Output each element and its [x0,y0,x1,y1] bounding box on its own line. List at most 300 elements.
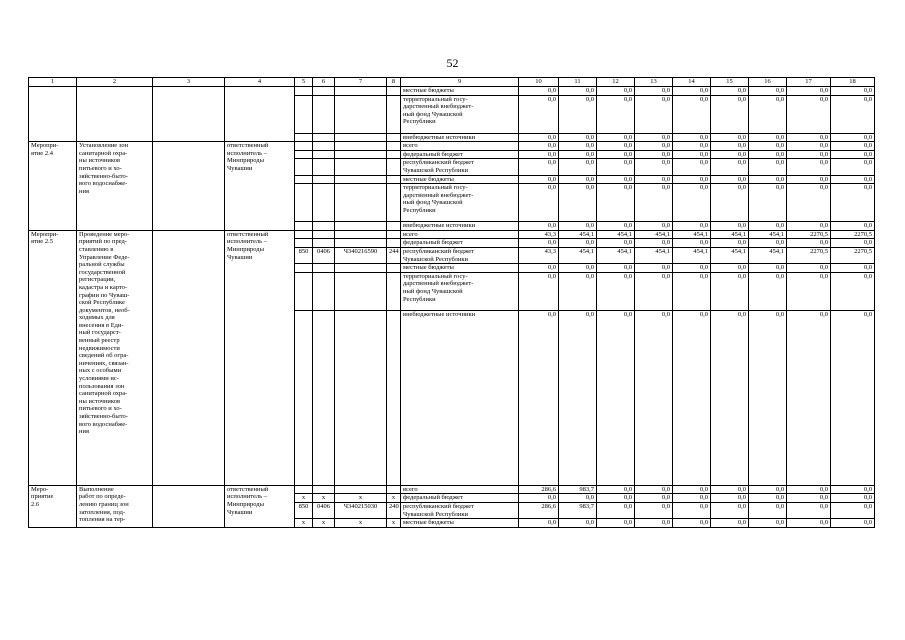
table-cell: 0,0 [559,133,597,142]
measure-label: Меро- приятие 2.6 [29,485,77,527]
table-cell: 0,0 [635,502,673,518]
header-cell: 5 [295,78,313,87]
table-cell: 0,0 [787,485,831,494]
source-cell: республиканский бюджет Чувашской Республики [401,502,519,518]
table-cell: 0,0 [635,310,673,485]
table-cell: 0,0 [597,133,635,142]
table-cell: 0,0 [831,142,875,151]
table-cell: 0,0 [749,87,787,96]
code-cell: 850 [295,247,313,263]
table-cell: 0,0 [635,175,673,184]
code-cell [335,485,387,494]
source-cell: территориальный госу- дарственный внебюджет- ный фонд Чувашской Республики [401,272,519,310]
header-cell: 13 [635,78,673,87]
table-cell: 0,0 [673,239,711,248]
table-cell: 0,0 [635,87,673,96]
code-cell: x [313,494,335,503]
code-cell: 850 [295,502,313,518]
table-cell: 983,7 [559,485,597,494]
code-cell [335,222,387,231]
table-cell: 0,0 [597,485,635,494]
code-cell [295,272,313,310]
table-cell: 0,0 [597,95,635,133]
table-cell: 0,0 [711,502,749,518]
code-cell [335,184,387,222]
table-cell: 0,0 [787,133,831,142]
table-cell: 0,0 [673,87,711,96]
table-cell: 0,0 [635,519,673,528]
code-cell: 0406 [313,247,335,263]
source-cell: внебюджетные источники [401,310,519,485]
table-cell: 0,0 [711,150,749,159]
code-cell [313,159,335,175]
table-cell: 0,0 [787,150,831,159]
code-cell [387,264,401,273]
code-cell [313,142,335,151]
table-cell: 0,0 [673,222,711,231]
code-cell [387,95,401,133]
code-cell [313,150,335,159]
code-cell [335,150,387,159]
source-cell: всего [401,142,519,151]
code-cell: 244 [387,247,401,263]
table-cell: 454,1 [597,247,635,263]
code-cell [387,175,401,184]
table-cell: 0,0 [635,142,673,151]
table-cell: 0,0 [635,184,673,222]
table-cell: 0,0 [519,95,559,133]
table-cell: 0,0 [711,519,749,528]
code-cell [335,239,387,248]
table-cell: 0,0 [519,175,559,184]
source-cell: местные бюджеты [401,519,519,528]
code-cell: x [335,494,387,503]
code-cell [313,264,335,273]
table-cell: 0,0 [711,494,749,503]
header-cell: 11 [559,78,597,87]
table-cell: 0,0 [749,175,787,184]
table-cell: 0,0 [831,150,875,159]
table-cell: 0,0 [519,159,559,175]
source-cell: республиканский бюджет Чувашской Республики [401,159,519,175]
table-cell: 286,6 [519,485,559,494]
empty-cell [153,485,225,527]
table-cell: 0,0 [711,159,749,175]
code-cell [387,485,401,494]
table-cell: 0,0 [711,272,749,310]
table-cell: 0,0 [597,494,635,503]
table-cell: 0,0 [787,502,831,518]
responsible-cell: ответственный исполнитель – Минприроды Чувашии [225,142,295,231]
table-row [29,142,875,151]
table-cell: 0,0 [787,87,831,96]
table-cell: 0,0 [749,95,787,133]
table-cell: 0,0 [597,272,635,310]
code-cell: x [295,494,313,503]
source-cell: всего [401,230,519,239]
table-cell: 0,0 [635,494,673,503]
empty-cell [153,230,225,485]
table-cell: 0,0 [749,159,787,175]
table-cell: 0,0 [787,494,831,503]
table-cell: 2270,5 [831,247,875,263]
code-cell [387,272,401,310]
table-cell: 0,0 [711,142,749,151]
code-cell [335,133,387,142]
table-cell: 0,0 [635,485,673,494]
table-cell: 0,0 [673,519,711,528]
table-cell: 0,0 [635,264,673,273]
table-cell: 454,1 [635,247,673,263]
table-cell: 0,0 [635,222,673,231]
responsible-cell: ответственный исполнитель – Минприроды Чувашии [225,485,295,527]
code-cell [335,310,387,485]
code-cell: Ч340215030 [335,502,387,518]
header-cell: 1 [29,78,77,87]
table-cell: 0,0 [597,87,635,96]
table-cell: 0,0 [673,494,711,503]
table-cell: 454,1 [635,230,673,239]
table-cell: 0,0 [711,184,749,222]
table-cell: 0,0 [831,494,875,503]
table-cell: 0,0 [749,184,787,222]
table-cell: 43,3 [519,247,559,263]
code-cell [295,95,313,133]
code-cell [295,485,313,494]
code-cell [387,184,401,222]
table-cell: 0,0 [711,175,749,184]
table-cell: 0,0 [673,159,711,175]
code-cell [295,230,313,239]
table-cell: 454,1 [559,230,597,239]
table-cell: 0,0 [831,175,875,184]
table-cell: 0,0 [519,239,559,248]
table-cell: 0,0 [831,519,875,528]
table-cell: 0,0 [635,133,673,142]
code-cell [313,272,335,310]
header-row [29,78,875,87]
table-cell: 0,0 [559,95,597,133]
code-cell [313,184,335,222]
table-cell: 43,3 [519,230,559,239]
code-cell [335,95,387,133]
table-cell: 0,0 [787,239,831,248]
table-cell: 0,0 [787,175,831,184]
code-cell [313,310,335,485]
table-cell: 0,0 [831,239,875,248]
empty-cell [29,87,77,142]
measure-description: Установление зон санитарной охра- ны источников питьевого и хо- зяйственно-быто- вого водоснабже- ния [77,142,153,231]
header-cell: 12 [597,78,635,87]
table-cell: 0,0 [559,175,597,184]
code-cell [313,239,335,248]
table-cell: 0,0 [597,150,635,159]
table-cell: 0,0 [519,150,559,159]
code-cell [335,272,387,310]
table-cell: 454,1 [597,230,635,239]
table-cell: 454,1 [711,230,749,239]
table-cell: 0,0 [673,264,711,273]
code-cell [313,175,335,184]
table-cell: 0,0 [635,150,673,159]
table-cell: 0,0 [519,184,559,222]
code-cell [387,133,401,142]
code-cell [387,142,401,151]
source-cell: местные бюджеты [401,87,519,96]
table-cell: 0,0 [711,133,749,142]
table-cell: 454,1 [749,247,787,263]
table-cell: 0,0 [559,222,597,231]
table-cell: 0,0 [559,494,597,503]
code-cell [387,159,401,175]
code-cell: 240 [387,502,401,518]
table-cell: 0,0 [711,310,749,485]
empty-cell [153,87,225,142]
header-cell: 18 [831,78,875,87]
code-cell: Ч340216590 [335,247,387,263]
source-cell: территориальный госу- дарственный внебюджет- ный фонд Чувашской Республики [401,184,519,222]
header-cell: 3 [153,78,225,87]
table-cell: 0,0 [831,222,875,231]
header-cell: 8 [387,78,401,87]
header-cell: 16 [749,78,787,87]
table-cell: 0,0 [597,310,635,485]
table-cell: 0,0 [711,485,749,494]
code-cell: x [387,494,401,503]
table-cell: 0,0 [673,502,711,518]
code-cell [313,222,335,231]
code-cell [295,239,313,248]
code-cell [387,230,401,239]
table-cell: 0,0 [831,95,875,133]
table-cell: 454,1 [673,230,711,239]
table-cell: 0,0 [673,310,711,485]
table-cell: 0,0 [831,485,875,494]
table-cell: 0,0 [673,95,711,133]
measure-label: Меропри- ятие 2.5 [29,230,77,485]
table-cell: 0,0 [749,150,787,159]
code-cell [313,230,335,239]
table-cell: 286,6 [519,502,559,518]
code-cell [335,175,387,184]
code-cell [295,264,313,273]
table-cell: 0,0 [673,485,711,494]
code-cell [335,159,387,175]
table-cell: 454,1 [711,247,749,263]
source-cell: местные бюджеты [401,264,519,273]
code-cell [313,133,335,142]
code-cell [313,95,335,133]
empty-cell [77,87,153,142]
code-cell [313,87,335,96]
table-cell: 0,0 [597,142,635,151]
table-cell: 0,0 [711,87,749,96]
table-cell: 0,0 [831,502,875,518]
table-cell: 0,0 [597,222,635,231]
source-cell: республиканский бюджет Чувашской Республики [401,247,519,263]
table-cell: 0,0 [787,272,831,310]
code-cell [335,142,387,151]
table-cell: 0,0 [749,272,787,310]
table-cell: 0,0 [787,310,831,485]
table-cell: 0,0 [787,184,831,222]
code-cell [295,142,313,151]
table-cell: 0,0 [519,142,559,151]
table-cell: 0,0 [749,485,787,494]
table-cell: 0,0 [749,519,787,528]
header-cell: 15 [711,78,749,87]
table-cell: 0,0 [711,239,749,248]
table-cell: 0,0 [711,264,749,273]
table-cell: 454,1 [673,247,711,263]
table-cell: 0,0 [597,264,635,273]
measure-description: Выполнение работ по опреде- лению границ зон затопления, под- топления на тер- [77,485,153,527]
table-cell: 0,0 [519,272,559,310]
table-cell: 0,0 [519,264,559,273]
table-cell: 0,0 [749,133,787,142]
table-cell: 0,0 [831,159,875,175]
table-cell: 0,0 [597,502,635,518]
source-cell: федеральный бюджет [401,239,519,248]
code-cell: x [295,519,313,528]
table-cell: 0,0 [831,310,875,485]
table-cell: 0,0 [711,222,749,231]
table-cell: 0,0 [597,184,635,222]
code-cell [295,222,313,231]
table-cell: 983,7 [559,502,597,518]
table-cell: 0,0 [519,87,559,96]
header-cell: 14 [673,78,711,87]
source-cell: всего [401,485,519,494]
table-cell: 0,0 [519,133,559,142]
responsible-cell: ответственный исполнитель – Минприроды Чувашии [225,230,295,485]
table-cell: 2270,5 [787,247,831,263]
header-cell: 6 [313,78,335,87]
table-cell: 0,0 [559,310,597,485]
table-cell: 0,0 [711,95,749,133]
table-cell: 0,0 [673,150,711,159]
page-number: 52 [446,56,459,70]
table-cell: 0,0 [559,272,597,310]
code-cell [295,133,313,142]
source-cell: местные бюджеты [401,175,519,184]
table-cell: 0,0 [597,159,635,175]
table-cell: 0,0 [559,239,597,248]
code-cell [387,222,401,231]
code-cell [295,184,313,222]
header-cell: 7 [335,78,387,87]
table-cell: 454,1 [749,230,787,239]
source-cell: внебюджетные источники [401,133,519,142]
code-cell [295,150,313,159]
measure-description: Проведение меро- приятий по пред- ставлению в Управление Феде- ральной службы государственной регистрации, кадастра и карто- графии по Чуваш- ской Республике документов, необ- ходимых для внесения в Еди- ный государст- венный реестр недвижимости сведений об огра- ничениях, связан- ных с особыми условиями ис- пользования зон санитарной охра- ны источников питьевого и хо- зяйственно-быто- вого водоснабже- ния [77,230,153,485]
table-cell: 0,0 [597,239,635,248]
code-cell [387,87,401,96]
table-cell: 0,0 [673,142,711,151]
table-cell: 0,0 [559,150,597,159]
code-cell [335,87,387,96]
table-cell: 0,0 [559,264,597,273]
source-cell: внебюджетные источники [401,222,519,231]
code-cell [387,310,401,485]
table-cell: 0,0 [673,272,711,310]
table-cell: 0,0 [597,519,635,528]
table-cell: 0,0 [749,310,787,485]
code-cell: x [335,519,387,528]
measure-label: Меропри- ятие 2.4 [29,142,77,231]
table-cell: 0,0 [831,87,875,96]
table-cell: 0,0 [559,142,597,151]
header-cell: 17 [787,78,831,87]
table-cell: 0,0 [749,142,787,151]
code-cell [295,175,313,184]
budget-table [28,77,875,528]
table-cell: 0,0 [831,264,875,273]
table-row [29,230,875,239]
table-cell: 0,0 [749,494,787,503]
table-cell: 0,0 [519,222,559,231]
table-cell: 0,0 [635,159,673,175]
table-cell: 0,0 [831,133,875,142]
table-cell: 0,0 [787,159,831,175]
table-cell: 0,0 [673,184,711,222]
code-cell [335,230,387,239]
table-cell: 0,0 [787,264,831,273]
table-cell: 0,0 [787,95,831,133]
code-cell [387,150,401,159]
code-cell [295,310,313,485]
code-cell: x [313,519,335,528]
code-cell: x [387,519,401,528]
table-cell: 0,0 [559,184,597,222]
table-cell: 0,0 [749,502,787,518]
table-cell: 0,0 [635,272,673,310]
table-cell: 0,0 [519,310,559,485]
table-cell: 0,0 [635,95,673,133]
code-cell [295,159,313,175]
table-cell: 0,0 [673,133,711,142]
header-cell: 10 [519,78,559,87]
table-cell: 0,0 [831,272,875,310]
empty-cell [153,142,225,231]
table-cell: 0,0 [559,87,597,96]
source-cell: территориальный госу- дарственный внебюджет- ный фонд Чувашской Республики [401,95,519,133]
table-cell: 0,0 [635,239,673,248]
source-cell: федеральный бюджет [401,150,519,159]
table-cell: 0,0 [787,519,831,528]
table-cell: 0,0 [749,239,787,248]
table-cell: 0,0 [787,142,831,151]
table-row [29,485,875,494]
code-cell [335,264,387,273]
table-cell: 0,0 [831,184,875,222]
table-cell: 454,1 [559,247,597,263]
header-cell: 9 [401,78,519,87]
table-cell: 2270,5 [787,230,831,239]
table-cell: 0,0 [673,175,711,184]
table-cell: 0,0 [597,175,635,184]
table-cell: 0,0 [559,159,597,175]
empty-cell [225,87,295,142]
table-cell: 0,0 [519,494,559,503]
header-cell: 2 [77,78,153,87]
source-cell: федеральный бюджет [401,494,519,503]
code-cell: 0406 [313,502,335,518]
table-cell: 0,0 [749,264,787,273]
table-cell: 0,0 [559,519,597,528]
code-cell [313,485,335,494]
table-cell: 0,0 [787,222,831,231]
